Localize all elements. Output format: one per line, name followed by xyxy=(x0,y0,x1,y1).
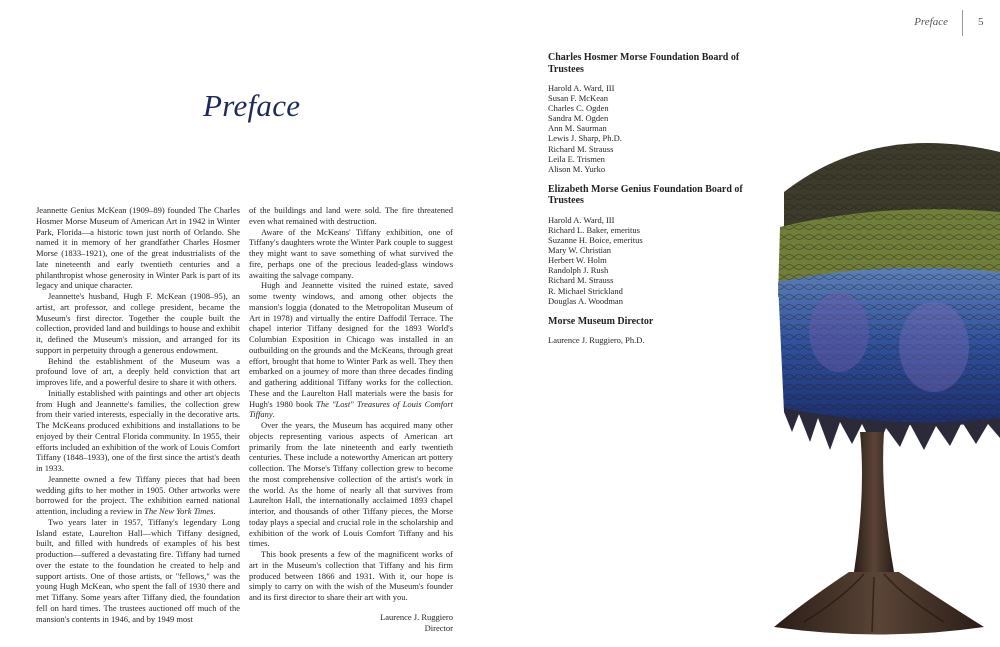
text-run: . xyxy=(272,409,275,420)
board-member: Douglas A. Woodman xyxy=(548,295,623,306)
board-member: Laurence J. Ruggiero, Ph.D. xyxy=(548,335,645,346)
header-divider xyxy=(962,10,963,36)
text-run: . xyxy=(213,506,216,516)
board-member: Ann M. Saurman xyxy=(548,123,607,134)
text-column-left xyxy=(36,205,240,624)
board-member: Sandra M. Ogden xyxy=(548,113,609,124)
board-member-list xyxy=(548,83,748,174)
board-member: Lewis J. Sharp, Ph.D. xyxy=(548,133,622,144)
paragraph: of the buildings and land were sold. The fire threatened even what remained with destruction. xyxy=(249,205,453,226)
board-heading: Elizabeth Morse Genius Foundation Board of Trustees xyxy=(548,183,743,207)
board-member: Randolph J. Rush xyxy=(548,265,609,276)
board-member: Harold A. Ward, III xyxy=(548,83,615,93)
paragraph: Jeannette Genius McKean (1909–89) founded The Charles Hosmer Morse Museum of American Art in 1942 in Winter Park, Florida—a historic town just north of Orlando. She named it in memory of her grandfather Charles Hosmer Morse (1833–1921), one of the great industrialists of the late nineteenth and early twentieth centuries and a philanthropist whose generosity in Winter Park is part of its legacy and unique character. xyxy=(36,205,240,291)
board-member: Richard L. Baker, emeritus xyxy=(548,224,640,235)
paragraph: Two years later in 1957, Tiffany's legendary Long Island estate, Laurelton Hall—which Tiffany designed, built, and filled with hundreds of examples of his best production—suffered a devastating fire. Tiffany had turned over the estate to the foundation he created to help and support artists. One of those artists, or "fellows," was the young Hugh McKean, who spent the fall of 1930 there and met Tiffany. Some years after Tiffany died, the foundation fell on hard times. The trustees auctioned off much of the mansion's contents in 1946, and by 1949 most xyxy=(36,516,240,624)
board-member-list xyxy=(548,215,748,306)
board-member: Harold A. Ward, III xyxy=(548,214,615,225)
board-listings xyxy=(548,52,748,355)
signature-name: Laurence J. Ruggiero xyxy=(380,611,453,622)
newspaper-title: The New York Times xyxy=(144,506,214,516)
page-title: Preface xyxy=(203,88,301,123)
lamp-stem xyxy=(854,432,894,572)
board-member: Mary W. Christian xyxy=(548,245,612,256)
board-member: R. Michael Strickland xyxy=(548,285,623,296)
text-run: Jeannette owned a few Tiffany pieces that had been wedding gifts to her mother in 1905. Other artworks were borrowed for the project. The exhibition earned national attention, including a review in xyxy=(36,473,240,516)
paragraph: Aware of the McKeans' Tiffany exhibition, one of Tiffany's daughters wrote the Winter Park couple to suggest they might want to save something of what survived the fire, perhaps one of the precious leaded-glass windows awaiting the salvage company. xyxy=(249,226,453,280)
board-member-list xyxy=(548,335,748,345)
board-member: Suzanne H. Boice, emeritus xyxy=(548,235,643,246)
paragraph: Jeannette's husband, Hugh F. McKean (1908–95), an artist, art professor, and college president, became the Museum's first director. Together the couple built the collection, provided land and buildings to house and exhibit it, defined the Museum's mission, and arranged for its support in perpetuity through a generous endowment. xyxy=(36,291,240,355)
text-run: Hugh and Jeannette visited the ruined estate, saved some twenty windows, and among other objects the mansion's loggia (donated to the Metropolitan Museum of Art in 1978) and virtually the entire Daffodil Terrace. The chapel interior Tiffany designed for the 1893 World's Columbian Exposition in Chicago was installed in an outbuilding on the grounds and the McKeans, through great effort, brought that home to Winter Park as well. They then embarked on a journey of more than three decades finding and gathering additional Tiffany works for the collection. These and the Laurelton Hall materials were the basis for Hugh's 1980 book xyxy=(249,280,453,409)
paragraph: Behind the establishment of the Museum was a profound love of art, a deeply held conviction that art improves life, and a powerful desire to share it with others. xyxy=(36,355,240,387)
text-column-right xyxy=(249,205,453,633)
paragraph: Over the years, the Museum has acquired many other objects representing various aspects of American art primarily from the late nineteenth and early twentieth centuries. These include a noteworthy American art pottery collection. The Morse's Tiffany collection grew to become the most comprehensive collection of the artist's work in the world. As the home of nearly all that survives from Laurelton Hall, the internationally acclaimed 1893 chapel interior, and thousands of other Tiffany pieces, the Morse today plays a special and crucial role in the scholarship and exhibition of the work of Louis Comfort Tiffany and his times. xyxy=(249,420,453,549)
running-header: Preface xyxy=(914,16,948,28)
board-member: Herbert W. Holm xyxy=(548,255,607,266)
paragraph: Initially established with paintings and other art objects from Hugh and Jeannette's families, the collection grew from their varied interests, especially in the decorative arts. The McKeans produced exhibitions and installations to be enjoyed by their Central Florida community. In 1955, their efforts included an exhibition of the work of Louis Comfort Tiffany (1848–1933), one of the first since the artist's death in 1933. xyxy=(36,387,240,473)
page-number: 5 xyxy=(978,16,984,28)
tiffany-wisteria-lamp-image xyxy=(744,132,1000,639)
board-member: Charles C. Ogden xyxy=(548,103,609,114)
board-member: Richard M. Strauss xyxy=(548,275,614,286)
board-member: Richard M. Strauss xyxy=(548,143,614,154)
board-heading: Charles Hosmer Morse Foundation Board of Trustees xyxy=(548,52,740,75)
board-member: Alison M. Yurko xyxy=(548,163,606,174)
book-title: The "Lost" Treasures of Louis Comfort Tiffany xyxy=(249,398,453,420)
paragraph: This book presents a few of the magnificent works of art in the Museum's collection that Tiffany and his firm produced between 1866 and 1931. With it, our hope is simply to carry on with the wish of the Museum's founder and its first director to share their art with you. xyxy=(249,549,453,602)
signature-block xyxy=(249,612,453,634)
lamp-base xyxy=(774,572,984,635)
board-member: Leila E. Trismen xyxy=(548,153,605,164)
board-heading: Morse Museum Director xyxy=(548,315,654,327)
board-member: Susan F. McKean xyxy=(548,93,608,104)
paragraph xyxy=(36,474,240,517)
paragraph xyxy=(249,280,453,420)
signature-title: Director xyxy=(424,622,453,633)
